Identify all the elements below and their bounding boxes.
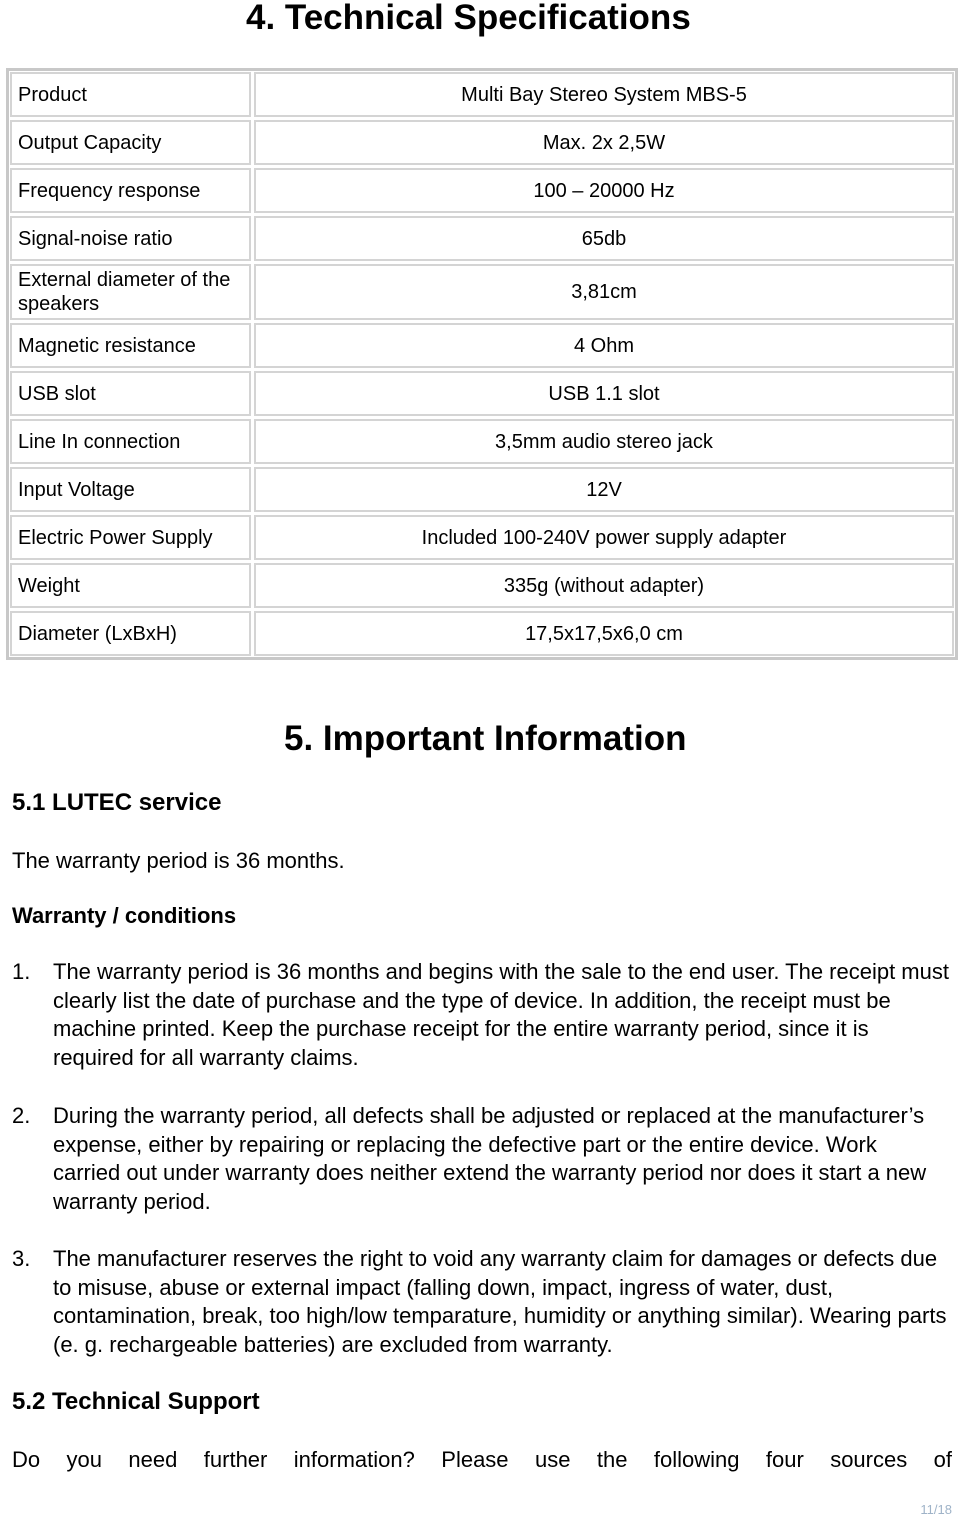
technical-support-text: Do you need further information? Please use the following four sources of [12,1447,952,1472]
spec-value: 17,5x17,5x6,0 cm [254,611,954,656]
spec-label: Product [10,72,251,117]
spec-value: Max. 2x 2,5W [254,120,954,165]
spec-value: USB 1.1 slot [254,371,954,416]
list-item-text: The manufacturer reserves the right to void any warranty claim for damages or defects due to misuse, abuse or external impact (falling down, impact, ingress of water, dust, contamination, break, too high/low temparature, humidity or anything similar). Wearing parts (e. g. rechargeable batteries) are excluded from warranty. [53,1246,947,1357]
warranty-period-text: The warranty period is 36 months. [12,848,345,873]
warranty-conditions-heading: Warranty / conditions [12,903,237,928]
spec-label: Line In connection [10,419,251,464]
spec-value: 100 – 20000 Hz [254,168,954,213]
list-number: 2. [12,1103,31,1128]
warranty-condition-item [12,1102,950,1216]
list-item-text: The warranty period is 36 months and begins with the sale to the end user. The receipt must clearly list the date of purchase and the type of device. In addition, the receipt must be machine printed. Keep the purchase receipt for the entire warranty period, since it is required for all warranty claims. [53,959,949,1070]
spec-value: 4 Ohm [254,323,954,368]
spec-value: Included 100-240V power supply adapter [254,515,954,560]
page-number: 11/18 [920,1502,952,1517]
spec-label: Frequency response [10,168,251,213]
spec-label: Weight [10,563,251,608]
spec-label: Input Voltage [10,467,251,512]
technical-support-heading: 5.2 Technical Support [12,1388,260,1415]
list-item-text: During the warranty period, all defects shall be adjusted or replaced at the manufacturer’s expense, either by repairing or replacing the defective part or the entire device. Work carried out under warranty does neither extend the warranty period nor does it start a new warranty period. [53,1103,927,1214]
spec-value: 65db [254,216,954,261]
spec-label: External diameter of the speakers [10,264,251,320]
spec-value: 335g (without adapter) [254,563,954,608]
spec-label: Diameter (LxBxH) [10,611,251,656]
list-number: 3. [12,1246,31,1271]
spec-value: 12V [254,467,954,512]
spec-label: Magnetic resistance [10,323,251,368]
spec-label: Signal-noise ratio [10,216,251,261]
spec-label: Electric Power Supply [10,515,251,560]
warranty-condition-item [12,958,950,1072]
lutec-service-heading: 5.1 LUTEC service [12,789,222,816]
spec-value: Multi Bay Stereo System MBS-5 [254,72,954,117]
technical-specifications-table [6,68,958,660]
spec-label: USB slot [10,371,251,416]
section-5-title: 5. Important Information [284,719,687,758]
list-number: 1. [12,959,31,984]
spec-value: 3,5mm audio stereo jack [254,419,954,464]
spec-value: 3,81cm [254,264,954,320]
section-4-title: 4. Technical Specifications [246,0,691,37]
spec-label: Output Capacity [10,120,251,165]
warranty-condition-item [12,1245,950,1359]
